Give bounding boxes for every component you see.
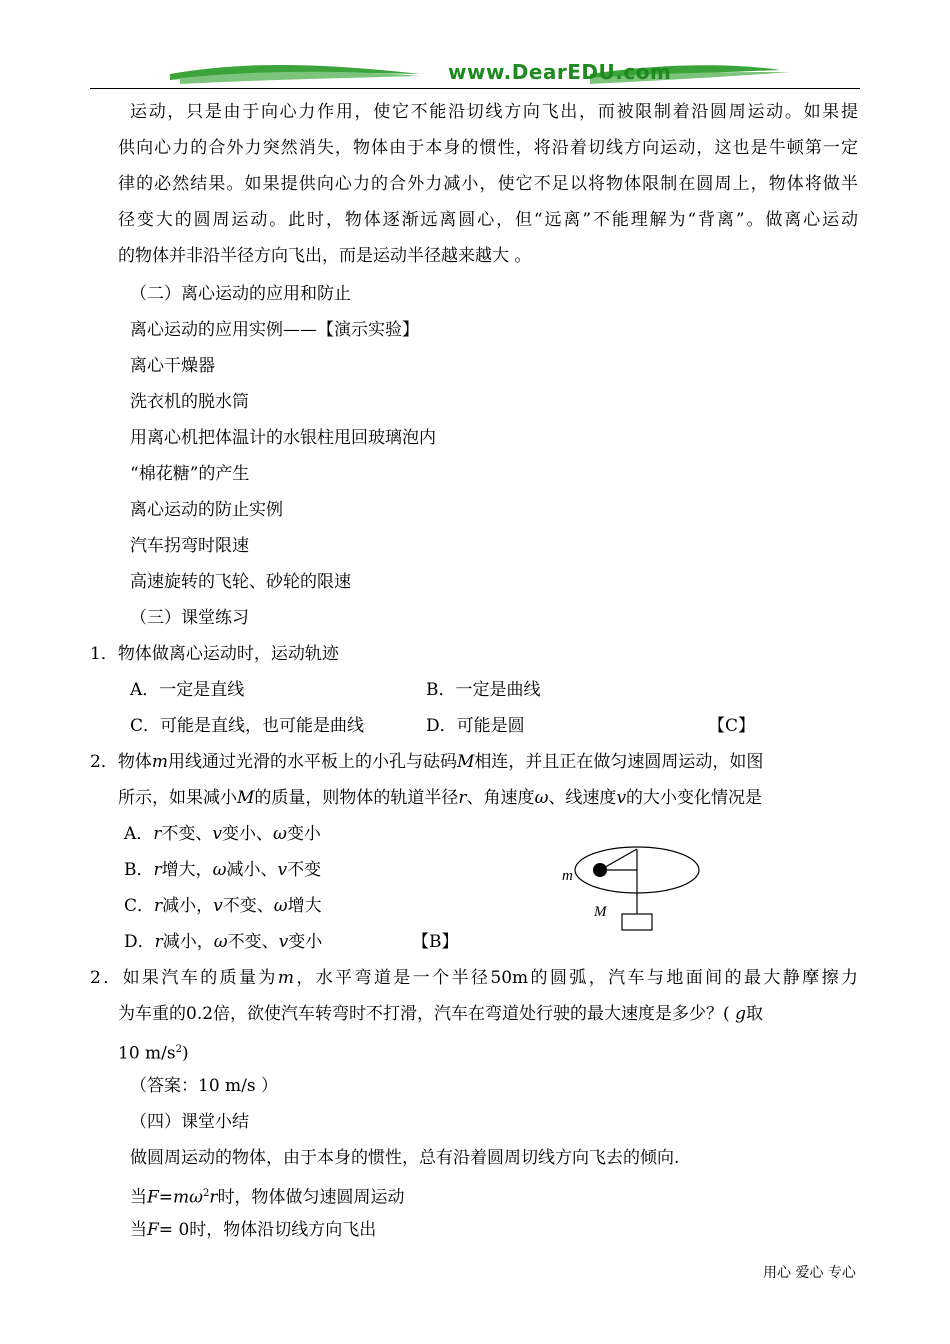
question-stem: 2．如果汽车的质量为m，水平弯道是一个半径50m的圆弧，汽车与地面间的最大静摩擦力 — [90, 968, 858, 988]
header-banner — [90, 58, 860, 92]
circular-motion-diagram-icon — [556, 830, 706, 940]
answer-badge: 【B】 — [412, 932, 459, 952]
figure-label-m: m — [562, 868, 573, 884]
para-line: 运动，只是由于向心力作用，使它不能沿切线方向飞出，而被限制着沿圆周运动。如果提 — [130, 102, 858, 122]
list-item: 汽车拐弯时限速 — [130, 536, 249, 556]
list-item: 洗衣机的脱水筒 — [130, 392, 249, 412]
header-rule — [90, 88, 860, 89]
section-heading: （二）离心运动的应用和防止 — [130, 284, 351, 304]
figure-label-M: M — [594, 904, 607, 920]
para-line: 径变大的圆周运动。此时，物体逐渐远离圆心，但“远离”不能理解为“背离”。做离心运动 — [118, 210, 858, 230]
question-stem: 2．物体m用线通过光滑的水平板上的小孔与砝码M相连，并且正在做匀速圆周运动，如图 — [90, 752, 764, 772]
list-item: 用离心机把体温计的水银柱甩回玻璃泡内 — [130, 428, 436, 448]
list-item: 离心干燥器 — [130, 356, 215, 376]
answer-badge: 【C】 — [708, 716, 756, 736]
option-d: D．可能是圆 — [426, 716, 525, 736]
option-d: D．r减小，ω不变、v变小 — [124, 932, 323, 952]
footer-slogan: 用心 爱心 专心 — [763, 1265, 856, 1281]
question-stem: 1．物体做离心运动时，运动轨迹 — [90, 644, 339, 664]
summary-line: 做圆周运动的物体，由于本身的惯性，总有沿着圆周切线方向飞去的倾向. — [130, 1148, 680, 1168]
question-stem-cont: 所示，如果减小M的质量，则物体的轨道半径r、角速度ω、线速度v的大小变化情况是 — [118, 788, 763, 808]
option-b: B．r增大，ω减小、v不变 — [124, 860, 322, 880]
list-item: 高速旋转的飞轮、砂轮的限速 — [130, 572, 351, 592]
para-line: 的物体并非沿半径方向飞出，而是运动半径越来越大 。 — [118, 246, 532, 266]
question-stem-cont: 10 $m/s^2$) — [118, 1043, 189, 1064]
question-figure — [556, 830, 706, 945]
list-item: “棉花糖”的产生 — [130, 464, 250, 484]
option-c: C．r减小，v不变、ω增大 — [124, 896, 322, 916]
option-a: A．一定是直线 — [130, 680, 245, 700]
section-heading: （四）课堂小结 — [130, 1112, 249, 1132]
list-title: 离心运动的应用实例——【演示实验】 — [130, 320, 419, 340]
summary-line: 当$F=m\omega^2r$时，物体做匀速圆周运动 — [130, 1187, 405, 1208]
option-a: A．r不变、v变小、ω变小 — [124, 824, 321, 844]
option-b: B．一定是曲线 — [426, 680, 541, 700]
answer-text: （答案：10 m/s ） — [130, 1076, 279, 1096]
list-title: 离心运动的防止实例 — [130, 500, 283, 520]
site-brand[interactable]: www.DearEDU.com — [448, 60, 672, 84]
para-line: 供向心力的合外力突然消失，物体由于本身的惯性，将沿着切线方向运动，这也是牛顿第一定 — [118, 138, 858, 158]
para-line: 律的必然结果。如果提供向心力的合外力减小，使它不足以将物体限制在圆周上，物体将做半 — [118, 174, 858, 194]
option-c: C．可能是直线，也可能是曲线 — [130, 716, 365, 736]
question-stem-cont: 为车重的0.2倍，欲使汽车转弯时不打滑，汽车在弯道处行驶的最大速度是多少？( g取 — [118, 1004, 763, 1024]
summary-line: 当F= 0时，物体沿切线方向飞出 — [130, 1220, 377, 1240]
section-heading: （三）课堂练习 — [130, 608, 249, 628]
